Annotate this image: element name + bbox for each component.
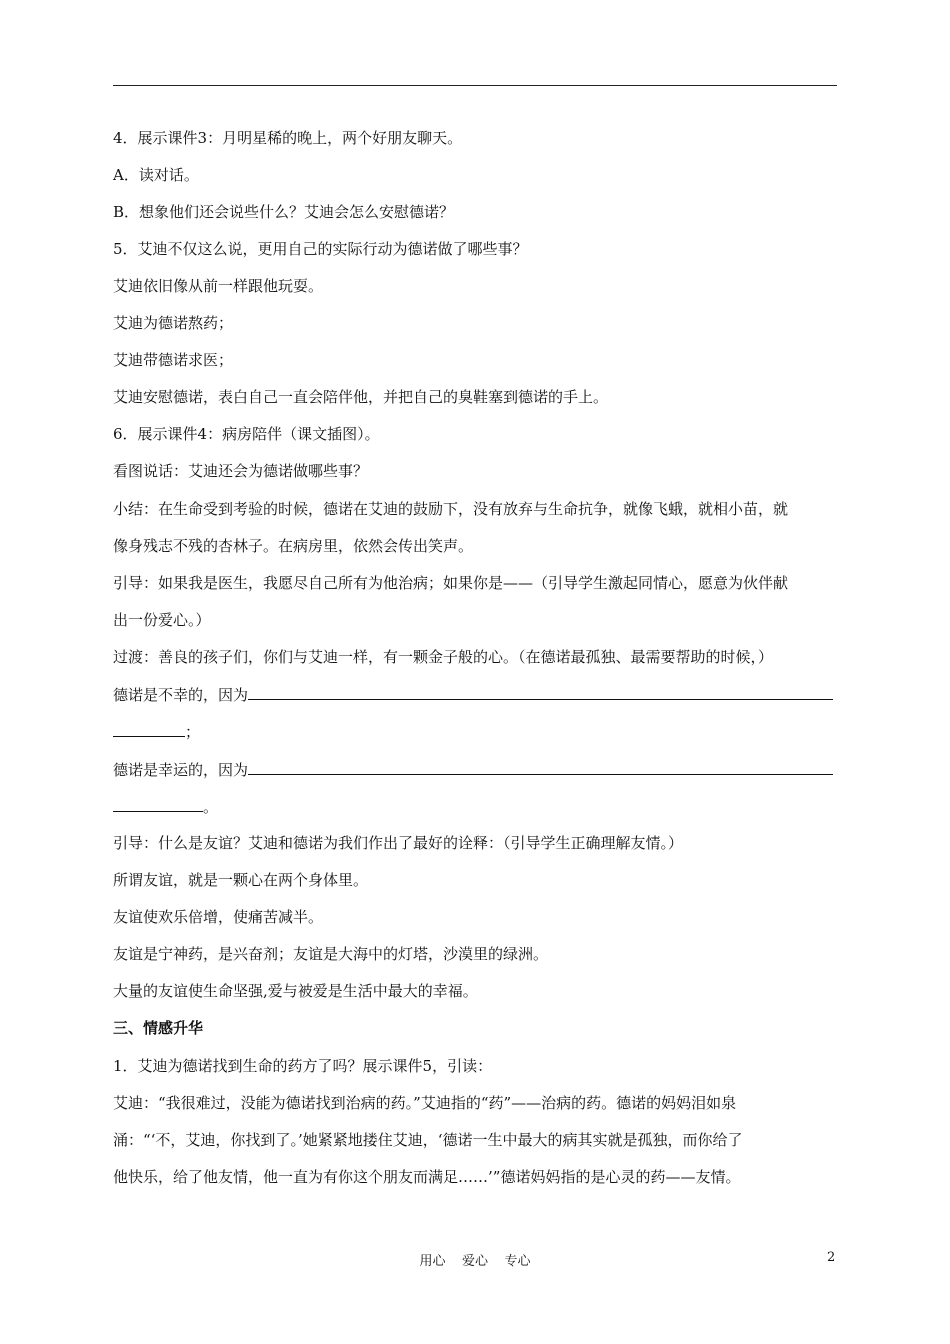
transition-line: 过渡：善良的孩子们，你们与艾迪一样，有一颗金子般的心。（在德诺最孤独、最需要帮助的时候，） [113,648,774,666]
fill-in-line-fortunate [113,759,833,780]
summary-line-2: 像身残志不残的杏林子。在病房里，依然会传出笑声。 [113,537,474,555]
page-number: 2 [827,1250,836,1265]
guide-line-3: 引导：什么是友谊？艾迪和德诺为我们作出了最好的诠释：（引导学生正确理解友情。） [113,834,684,852]
header-rule [113,85,837,86]
quote-line-1: 艾迪：“我很难过，没能为德诺找到治病的药。”艾迪指的“药”——治病的药。德诺的妈妈泪如泉 [113,1094,737,1112]
quote-line-3: 他快乐，给了他友情，他一直为有你这个朋友而满足……’”德诺妈妈指的是心灵的药——友情。 [113,1168,741,1186]
fill-in-prompt: 德诺是不幸的，因为 [113,686,249,704]
footer-motto: 用心 爱心 专心 [419,1254,531,1269]
punctuation: ； [185,723,201,741]
list-item: 艾迪安慰德诺，表白自己一直会陪伴他，并把自己的臭鞋塞到德诺的手上。 [113,388,609,406]
step-4a-line: A．读对话。 [113,166,199,184]
answer-blank[interactable] [248,759,833,775]
guide-line-2: 出一份爱心。） [113,611,211,629]
summary-line-1: 小结：在生命受到考验的时候，德诺在艾迪的鼓励下，没有放弃与生命抗争，就像飞蛾，就相小苗，就 [113,500,789,518]
step-5-line: 5．艾迪不仅这么说，更用自己的实际行动为德诺做了哪些事？ [113,240,528,258]
fill-in-continuation [113,796,218,817]
list-item: 艾迪带德诺求医； [113,351,234,369]
list-item: 艾迪为德诺熬药； [113,314,234,332]
fill-in-continuation [113,721,200,742]
list-item: 艾迪依旧像从前一样跟他玩耍。 [113,277,324,295]
paragraph-line: 看图说话：艾迪还会为德诺做哪些事？ [113,462,369,480]
answer-blank[interactable] [113,796,203,812]
step-1-line: 1．艾迪为德诺找到生命的药方了吗？展示课件5，引读： [113,1057,493,1075]
step-4b-line: B．想象他们还会说些什么？艾迪会怎么安慰德诺？ [113,203,455,221]
list-item: 友谊使欢乐倍增，使痛苦减半。 [113,908,324,926]
step-6-line: 6．展示课件4：病房陪伴（课文插图）。 [113,425,380,443]
fill-in-prompt: 德诺是幸运的，因为 [113,761,249,779]
list-item: 所谓友谊，就是一颗心在两个身体里。 [113,871,369,889]
section-heading: 三、情感升华 [113,1019,204,1037]
punctuation: 。 [203,798,219,816]
fill-in-line-unfortunate [113,684,833,705]
list-item: 大量的友谊使生命坚强,爱与被爱是生活中最大的幸福。 [113,982,478,1000]
answer-blank[interactable] [113,721,185,737]
quote-line-2: 涌：“‘不，艾迪，你找到了。’她紧紧地搂住艾迪，‘德诺一生中最大的病其实就是孤独，而你给了 [113,1131,743,1149]
list-item: 友谊是宁神药，是兴奋剂；友谊是大海中的灯塔，沙漠里的绿洲。 [113,945,549,963]
step-4-line: 4．展示课件3：月明星稀的晚上，两个好朋友聊天。 [113,129,463,147]
guide-line-1: 引导：如果我是医生，我愿尽自己所有为他治病；如果你是——（引导学生激起同情心，愿意为伙伴献 [113,574,789,592]
answer-blank[interactable] [248,684,833,700]
